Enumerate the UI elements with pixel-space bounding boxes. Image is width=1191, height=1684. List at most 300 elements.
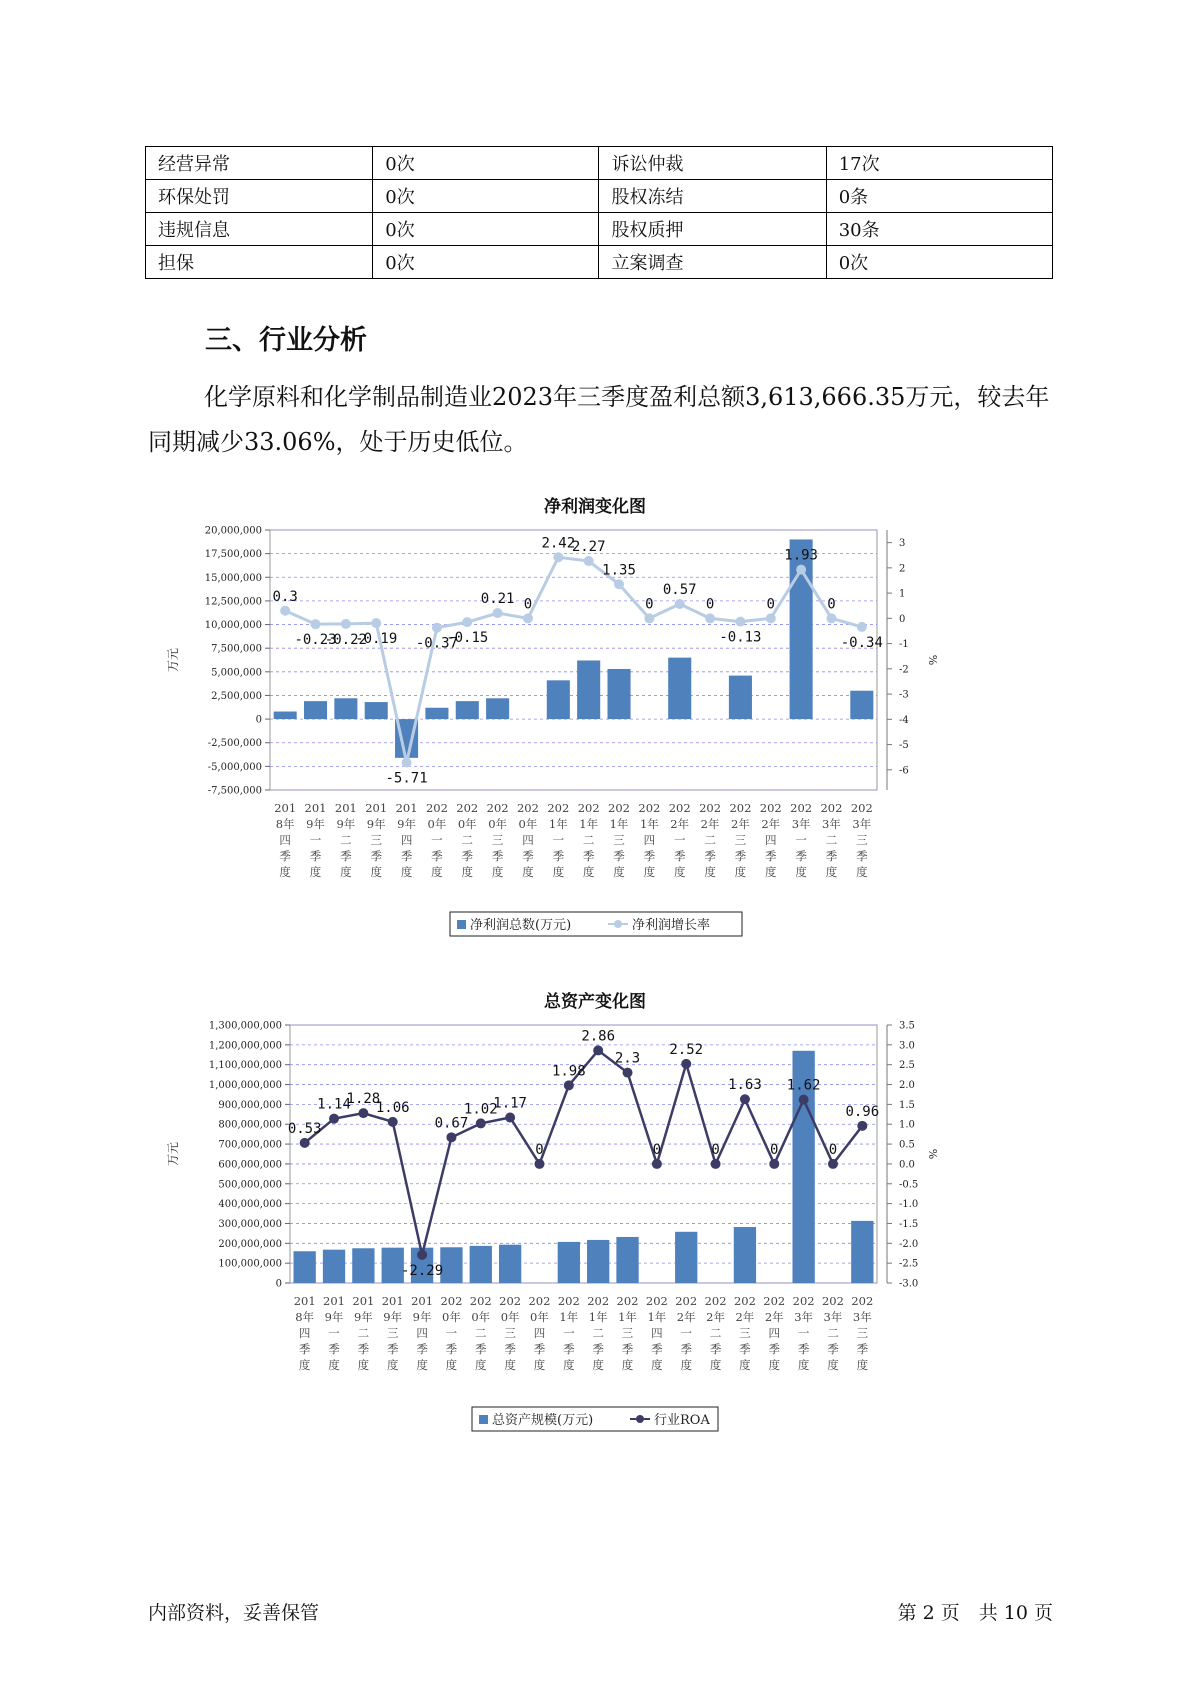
data-label: 1.02	[463, 1101, 498, 1118]
y2-tick-label: 3.0	[899, 1040, 915, 1052]
x-tick-label: 202	[587, 1294, 610, 1308]
x-tick-label: 二	[704, 833, 716, 847]
plot-area	[270, 530, 877, 790]
table-row	[146, 246, 1053, 279]
x-tick-label: 季	[621, 1342, 634, 1356]
data-label: -2.29	[400, 1262, 444, 1279]
x-tick-label: 9年	[306, 817, 325, 831]
x-tick-label: 9年	[336, 817, 356, 831]
x-tick-label: 1年	[609, 817, 629, 831]
y2-tick-label: 3.5	[899, 1020, 915, 1032]
x-tick-label: 度	[357, 1358, 370, 1372]
legend	[472, 1407, 718, 1431]
x-tick-label: 二	[709, 1326, 722, 1340]
y2-tick-label: 1	[899, 588, 906, 600]
table-cell: 股权冻结	[599, 180, 826, 213]
data-label: 1.93	[784, 547, 818, 564]
y2-tick-label: 2.0	[899, 1080, 915, 1092]
line-point	[740, 1094, 750, 1104]
y2-axis-label: %	[926, 654, 939, 666]
data-label: 0.57	[662, 581, 697, 598]
x-tick-label: 201	[365, 801, 388, 815]
x-tick-label: 0年	[471, 1310, 491, 1324]
legend-bar-swatch	[479, 1415, 488, 1424]
x-tick-label: 0年	[500, 1310, 520, 1324]
x-tick-label: 季	[795, 849, 807, 863]
y-tick-label: 300,000,000	[218, 1218, 282, 1230]
x-tick-label: 季	[533, 1342, 546, 1356]
x-tick-label: 202	[616, 1294, 639, 1308]
y2-tick-label: 2.5	[899, 1060, 915, 1072]
x-tick-label: 度	[475, 1358, 487, 1372]
x-tick-label: 季	[328, 1342, 340, 1356]
x-tick-label: 季	[431, 849, 443, 863]
x-tick-label: 三	[613, 833, 625, 847]
line-point	[652, 1159, 662, 1169]
bar	[499, 1245, 521, 1283]
data-label: 1.06	[375, 1099, 410, 1116]
x-tick-label: 四	[533, 1326, 546, 1340]
x-tick-label: 一	[309, 833, 322, 847]
line-point	[402, 757, 412, 767]
x-tick-label: 季	[475, 1342, 487, 1356]
x-tick-label: 度	[825, 865, 838, 879]
data-label: 1.98	[551, 1063, 586, 1080]
bar	[587, 1240, 609, 1283]
bar	[558, 1242, 580, 1283]
x-tick-label: 一	[563, 1326, 575, 1340]
bar	[675, 1232, 697, 1283]
x-tick-label: 0年	[488, 817, 508, 831]
chart-svg	[165, 985, 1045, 1440]
line-point	[681, 1059, 691, 1069]
x-tick-label: 9年	[412, 1310, 432, 1324]
footer-page-number: 第 2 页 共 10 页	[897, 1602, 1053, 1624]
x-tick-label: 202	[790, 801, 813, 815]
data-label: 1.35	[602, 562, 636, 579]
x-tick-label: 202	[668, 801, 691, 815]
x-tick-label: 度	[445, 1358, 458, 1372]
x-tick-label: 一	[445, 1326, 458, 1340]
y-tick-label: 0	[275, 1278, 282, 1290]
line-series	[285, 557, 862, 762]
line-point	[593, 1045, 603, 1055]
footer-confidential: 内部资料，妥善保管	[148, 1602, 320, 1624]
x-tick-label: 度	[552, 865, 565, 879]
y-tick-label: -2,500,000	[207, 738, 262, 750]
bar	[616, 1237, 638, 1283]
net-profit-chart	[165, 490, 1045, 945]
line-point	[705, 613, 715, 623]
x-tick-label: 3年	[791, 817, 811, 831]
x-tick-label: 202	[820, 801, 843, 815]
x-tick-label: 四	[400, 833, 413, 847]
x-tick-label: 季	[386, 1342, 399, 1356]
risk-info-table	[145, 146, 1053, 279]
x-tick-label: 度	[533, 1358, 546, 1372]
data-label: -0.19	[355, 631, 398, 648]
x-tick-label: 2年	[764, 1310, 784, 1324]
data-label: 0	[705, 596, 715, 613]
y2-tick-label: -4	[899, 714, 909, 726]
x-tick-label: 度	[298, 1358, 311, 1372]
x-tick-label: 202	[577, 801, 600, 815]
bar	[607, 669, 630, 719]
x-tick-label: 季	[582, 849, 595, 863]
bar	[334, 698, 357, 719]
x-tick-label: 四	[279, 833, 291, 847]
y2-tick-label: 1.5	[899, 1099, 915, 1111]
x-tick-label: 201	[395, 801, 418, 815]
y-tick-label: 0	[255, 714, 262, 726]
x-tick-label: 三	[491, 833, 504, 847]
y2-tick-label: 2	[899, 563, 906, 575]
y2-tick-label: 0	[899, 613, 906, 625]
x-tick-label: 三	[386, 1326, 399, 1340]
x-tick-label: 202	[516, 801, 539, 815]
data-label: 0.67	[434, 1115, 469, 1132]
x-tick-label: 2年	[706, 1310, 725, 1324]
x-tick-label: 202	[456, 801, 479, 815]
x-tick-label: 四	[651, 1326, 663, 1340]
line-point	[711, 1159, 721, 1169]
x-tick-label: 202	[638, 801, 661, 815]
x-tick-label: 0年	[427, 817, 447, 831]
x-tick-label: 三	[370, 833, 382, 847]
x-tick-label: 季	[856, 849, 868, 863]
x-tick-label: 度	[709, 1358, 722, 1372]
data-label: 1.28	[346, 1091, 381, 1108]
y-tick-label: 600,000,000	[218, 1159, 282, 1171]
x-tick-label: 季	[827, 1342, 839, 1356]
table-row	[146, 147, 1053, 180]
table-cell: 30条	[826, 213, 1052, 246]
y-axis-label: 万元	[166, 1141, 180, 1167]
line-point	[564, 1080, 574, 1090]
line-point	[614, 579, 624, 589]
legend	[450, 912, 742, 936]
line-point	[462, 617, 472, 627]
y2-tick-label: -2	[899, 664, 909, 676]
x-tick-label: 季	[643, 849, 656, 863]
x-tick-label: 季	[613, 849, 625, 863]
y-tick-label: 20,000,000	[204, 525, 262, 537]
data-label: -0.15	[446, 630, 489, 647]
table-cell: 0条	[826, 180, 1052, 213]
x-tick-label: 季	[416, 1342, 428, 1356]
y2-tick-label: -2.0	[899, 1238, 919, 1250]
data-label: 1.14	[317, 1096, 351, 1113]
y-tick-label: 1,300,000,000	[208, 1020, 282, 1032]
legend-line-label: 净利润增长率	[632, 918, 711, 933]
x-tick-label: 3年	[823, 1310, 843, 1324]
x-tick-label: 202	[759, 801, 782, 815]
x-tick-label: 季	[279, 849, 291, 863]
data-label: -0.34	[840, 634, 883, 651]
x-tick-label: 2年	[761, 817, 781, 831]
x-tick-label: 度	[431, 865, 443, 879]
table-cell: 0次	[373, 147, 599, 180]
line-point	[329, 1114, 339, 1124]
bar	[729, 676, 752, 719]
table-cell: 违规信息	[146, 213, 373, 246]
line-point	[341, 619, 351, 629]
x-tick-label: 202	[675, 1294, 698, 1308]
x-tick-label: 8年	[275, 817, 295, 831]
data-label: 0	[645, 596, 654, 613]
x-tick-label: 季	[357, 1342, 370, 1356]
y-tick-label: 5,000,000	[211, 667, 262, 679]
x-tick-label: 季	[491, 849, 504, 863]
x-tick-label: 9年	[353, 1310, 373, 1324]
y2-tick-label: -0.5	[899, 1179, 919, 1191]
x-tick-label: 度	[582, 865, 595, 879]
bar	[470, 1246, 492, 1283]
x-tick-label: 季	[768, 1342, 781, 1356]
y2-tick-label: -6	[899, 765, 909, 777]
x-tick-label: 度	[592, 1358, 604, 1372]
x-tick-label: 二	[827, 1326, 839, 1340]
bar	[577, 660, 600, 719]
x-tick-label: 一	[680, 1326, 692, 1340]
x-tick-label: 1年	[579, 817, 599, 831]
x-tick-label: 1年	[618, 1310, 637, 1324]
line-point	[584, 556, 594, 566]
data-label: 2.52	[669, 1041, 704, 1058]
bar	[668, 658, 691, 719]
x-tick-label: 202	[440, 1294, 463, 1308]
bar	[440, 1247, 462, 1283]
data-label: 2.86	[581, 1028, 616, 1045]
line-point	[476, 1118, 486, 1128]
x-tick-label: 201	[411, 1294, 434, 1308]
x-tick-label: 201	[334, 801, 357, 815]
line-point	[358, 1108, 368, 1118]
line-point	[523, 613, 533, 623]
data-label: 2.27	[571, 539, 606, 556]
x-tick-label: 度	[328, 1358, 340, 1372]
x-tick-label: 度	[621, 1358, 634, 1372]
x-tick-label: 度	[739, 1358, 751, 1372]
data-label: -0.13	[719, 629, 762, 646]
line-point	[857, 1121, 867, 1131]
x-tick-label: 度	[765, 865, 777, 879]
y-tick-label: 800,000,000	[218, 1119, 282, 1131]
y2-tick-label: -1.5	[899, 1218, 919, 1230]
x-tick-label: 度	[768, 1358, 781, 1372]
data-label: 0.3	[272, 588, 298, 605]
x-tick-label: 四	[643, 833, 656, 847]
x-tick-label: 度	[856, 1358, 869, 1372]
data-label: 0	[770, 1141, 779, 1158]
legend-line-marker	[614, 920, 622, 928]
table-cell: 立案调查	[599, 246, 826, 279]
x-tick-label: 二	[357, 1326, 370, 1340]
table-cell: 环保处罚	[146, 180, 373, 213]
data-label: 0	[652, 1141, 662, 1158]
legend-bar-label: 总资产规模(万元)	[492, 1413, 594, 1428]
x-tick-label: 202	[763, 1294, 786, 1308]
data-label: 0.96	[845, 1103, 880, 1120]
data-label: 2.3	[614, 1050, 641, 1067]
x-tick-label: 202	[608, 801, 631, 815]
y-tick-label: 12,500,000	[204, 596, 262, 608]
x-tick-label: 202	[528, 1294, 551, 1308]
legend-bar-label: 净利润总数(万元)	[470, 918, 572, 933]
x-tick-label: 度	[416, 1358, 428, 1372]
y2-tick-label: -2.5	[899, 1258, 919, 1270]
table-cell: 0次	[373, 180, 599, 213]
data-label: -5.71	[385, 770, 428, 787]
x-tick-label: 度	[680, 1358, 692, 1372]
x-tick-label: 3年	[822, 817, 841, 831]
bar	[734, 1227, 756, 1283]
line-point	[280, 606, 290, 616]
line-series	[305, 1050, 863, 1254]
x-tick-label: 三	[621, 1326, 634, 1340]
line-point	[766, 613, 776, 623]
x-tick-label: 9年	[324, 1310, 344, 1324]
y-tick-label: -5,000,000	[207, 761, 262, 773]
x-tick-label: 季	[651, 1342, 663, 1356]
x-tick-label: 四	[522, 833, 534, 847]
line-point	[826, 613, 836, 623]
x-tick-label: 度	[734, 865, 747, 879]
x-tick-label: 二	[825, 833, 838, 847]
table-row	[146, 180, 1053, 213]
x-tick-label: 202	[645, 1294, 668, 1308]
data-label: 1.63	[728, 1077, 762, 1094]
y2-tick-label: 0.0	[899, 1159, 915, 1171]
line-point	[769, 1159, 779, 1169]
x-tick-label: 三	[734, 833, 747, 847]
x-tick-label: 季	[504, 1342, 516, 1356]
x-tick-label: 9年	[397, 817, 416, 831]
y-tick-label: 500,000,000	[218, 1179, 282, 1191]
x-tick-label: 季	[461, 849, 474, 863]
x-tick-label: 0年	[530, 1310, 549, 1324]
table-cell: 0次	[373, 246, 599, 279]
x-tick-label: 季	[592, 1342, 604, 1356]
x-tick-label: 202	[486, 801, 509, 815]
line-point	[417, 1250, 427, 1260]
x-tick-label: 9年	[383, 1310, 403, 1324]
x-tick-label: 三	[856, 1326, 869, 1340]
x-tick-label: 季	[739, 1342, 751, 1356]
x-tick-label: 度	[827, 1358, 839, 1372]
x-tick-label: 二	[340, 833, 352, 847]
x-tick-label: 一	[797, 1326, 810, 1340]
x-tick-label: 三	[856, 833, 868, 847]
chart-title: 净利润变化图	[544, 497, 646, 517]
x-tick-label: 三	[739, 1326, 751, 1340]
x-tick-label: 季	[298, 1342, 311, 1356]
y-tick-label: -7,500,000	[207, 785, 262, 797]
y-tick-label: 1,000,000,000	[208, 1080, 282, 1092]
data-label: 1.62	[786, 1077, 821, 1094]
x-tick-label: 0年	[518, 817, 538, 831]
x-tick-label: 季	[734, 849, 747, 863]
y2-tick-label: -3.0	[899, 1278, 919, 1290]
line-point	[644, 613, 654, 623]
x-tick-label: 度	[795, 865, 807, 879]
x-tick-label: 度	[504, 1358, 516, 1372]
bar	[323, 1250, 345, 1283]
analysis-paragraph: 化学原料和化学制品制造业2023年三季度盈利总额3,613,666.35万元，较去年同期减少33.06%，处于历史低位。	[148, 383, 1050, 456]
x-tick-label: 四	[765, 833, 777, 847]
x-tick-label: 度	[522, 865, 534, 879]
x-tick-label: 季	[704, 849, 716, 863]
x-tick-label: 季	[522, 849, 534, 863]
chart-title: 总资产变化图	[544, 992, 646, 1012]
y-tick-label: 15,000,000	[204, 572, 262, 584]
data-label: -0.23	[294, 632, 337, 649]
data-label: -0.37	[415, 635, 459, 652]
x-tick-label: 2年	[700, 817, 720, 831]
data-label: 0	[535, 1141, 544, 1158]
legend-bar-swatch	[457, 920, 466, 929]
x-tick-label: 二	[475, 1326, 487, 1340]
table-cell: 0次	[373, 213, 599, 246]
y2-tick-label: -3	[899, 689, 909, 701]
x-tick-label: 3年	[794, 1310, 814, 1324]
x-tick-label: 0年	[457, 817, 477, 831]
bar	[851, 1221, 873, 1283]
table-cell: 诉讼仲裁	[599, 147, 826, 180]
bar	[274, 712, 297, 720]
x-tick-label: 202	[729, 801, 752, 815]
data-label: 1.17	[493, 1095, 527, 1112]
x-tick-label: 201	[381, 1294, 404, 1308]
section-title: 三、行业分析	[205, 325, 367, 356]
x-tick-label: 202	[425, 801, 448, 815]
x-tick-label: 1年	[548, 817, 568, 831]
bar	[365, 702, 388, 719]
x-tick-label: 一	[673, 833, 686, 847]
x-tick-label: 季	[673, 849, 686, 863]
x-tick-label: 202	[704, 1294, 727, 1308]
y2-tick-label: 0.5	[899, 1139, 915, 1151]
x-tick-label: 1年	[639, 817, 659, 831]
bar	[294, 1251, 316, 1283]
data-label: 0.21	[480, 591, 515, 608]
x-tick-label: 度	[370, 865, 382, 879]
x-tick-label: 度	[400, 865, 413, 879]
x-tick-label: 201	[323, 1294, 346, 1308]
x-tick-label: 3年	[852, 1310, 872, 1324]
y2-tick-label: -1	[899, 639, 909, 651]
line-point	[675, 599, 685, 609]
x-tick-label: 季	[340, 849, 352, 863]
legend-line-label: 行业ROA	[654, 1413, 710, 1428]
line-point	[553, 552, 563, 562]
y-tick-label: 2,500,000	[211, 690, 262, 702]
x-tick-label: 四	[768, 1326, 781, 1340]
x-tick-label: 202	[821, 1294, 844, 1308]
line-point	[799, 1095, 809, 1105]
data-label: 0	[828, 1141, 838, 1158]
x-tick-label: 季	[445, 1342, 458, 1356]
x-tick-label: 度	[704, 865, 716, 879]
line-point	[446, 1132, 456, 1142]
x-tick-label: 季	[552, 849, 565, 863]
y-tick-label: 700,000,000	[218, 1139, 282, 1151]
bar	[425, 708, 448, 719]
x-tick-label: 度	[309, 865, 322, 879]
x-tick-label: 一	[795, 833, 807, 847]
x-tick-label: 度	[643, 865, 656, 879]
x-tick-label: 度	[461, 865, 474, 879]
